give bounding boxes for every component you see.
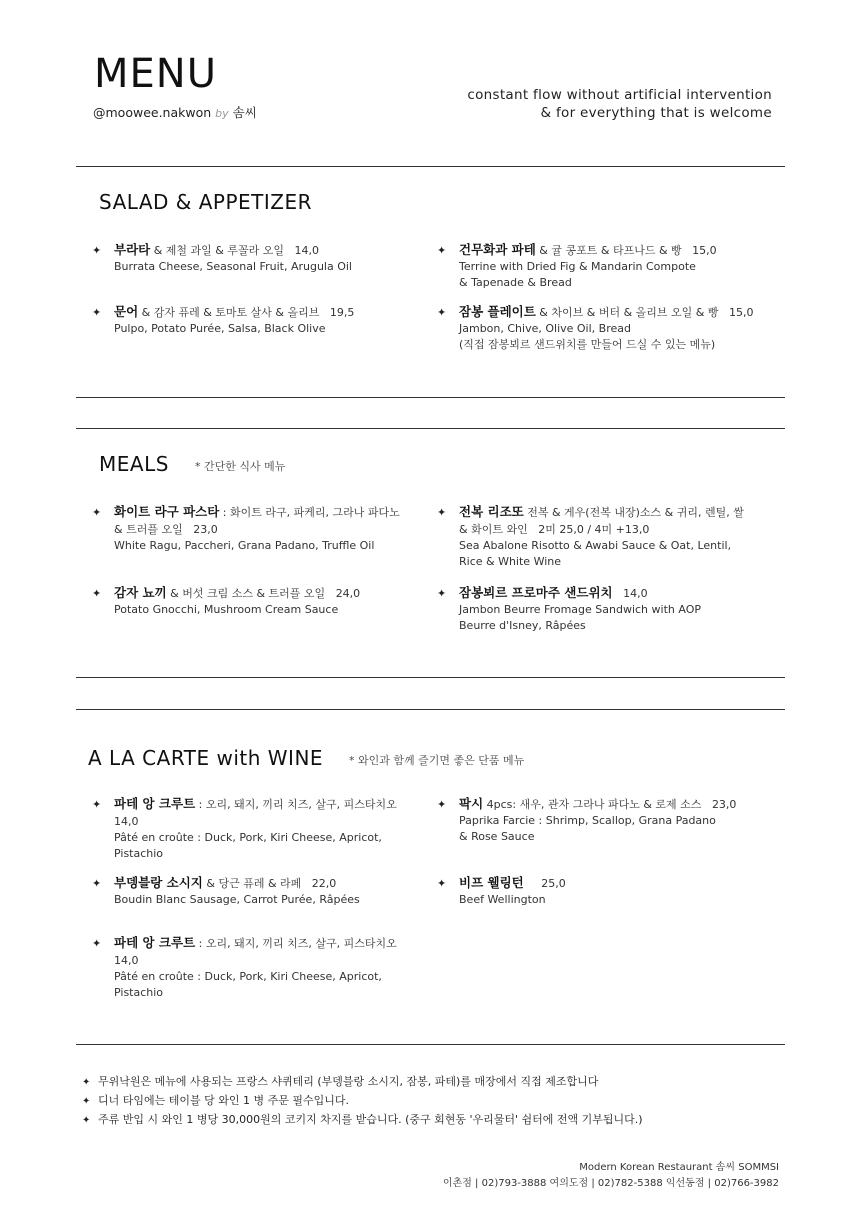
item-name: 부라타 (114, 242, 151, 257)
star-bullet-icon: ✦ (92, 306, 102, 319)
footnote-text: 주류 반입 시 와인 1 병당 30,000원의 코키지 차지를 받습니다. (중구 회현동 '우리물터' 쉼터에 전액 기부됩니다.) (98, 1113, 643, 1126)
instagram-handle (93, 103, 257, 121)
item-english: Paprika Farcie : Shrimp, Scallop, Grana Padano (459, 814, 716, 827)
item-price: 15,0 (692, 244, 717, 257)
item-english: Pulpo, Potato Purée, Salsa, Black Olive (114, 322, 326, 335)
footnote (82, 1092, 349, 1108)
footnote-text: 무위낙원은 메뉴에 사용되는 프랑스 샤퀴테리 (부뎅블랑 소시지, 잠봉, 파테)를 매장에서 직접 제조합니다 (98, 1075, 599, 1088)
section-title-meals: MEALS (99, 452, 169, 476)
item-english: Pistachio (114, 847, 164, 860)
star-bullet-icon: ✦ (92, 877, 102, 890)
item-english: & Rose Sauce (459, 830, 535, 843)
divider (76, 397, 785, 398)
item-detail: : 화이트 라구, 파케리, 그라나 파다노 (219, 506, 400, 519)
star-bullet-icon: ✦ (437, 306, 447, 319)
item-english: Jambon Beurre Fromage Sandwich with AOP (459, 603, 701, 616)
footnote (82, 1111, 643, 1127)
item-name: 파테 앙 크루트 (114, 796, 196, 811)
item-english: Burrata Cheese, Seasonal Fruit, Arugula Oil (114, 260, 352, 273)
menu-item-fig-terrine (437, 241, 787, 291)
star-bullet-icon: ✦ (437, 506, 447, 519)
item-price: 19,5 (329, 306, 355, 319)
divider (76, 677, 785, 678)
item-english: Potato Gnocchi, Mushroom Cream Sauce (114, 603, 339, 616)
item-english: Rice & White Wine (459, 555, 561, 568)
item-detail: & 트러플 오일 (114, 523, 183, 536)
item-detail: & 귤 콩포트 & 타프나드 & 빵 (535, 244, 682, 257)
menu-item-burrata (92, 241, 412, 275)
divider (76, 1044, 785, 1045)
star-bullet-icon: ✦ (92, 798, 102, 811)
item-english: Beef Wellington (459, 893, 546, 906)
item-price: 23,0 (193, 523, 218, 536)
star-bullet-icon: ✦ (437, 587, 447, 600)
menu-item-beef-wellington (437, 874, 787, 908)
section-note-alacarte: * 와인과 함께 즐기면 좋은 단품 메뉴 (349, 754, 525, 767)
item-english: Terrine with Dried Fig & Mandarin Compote (459, 260, 696, 273)
section-note-meals: * 간단한 식사 메뉴 (195, 460, 286, 473)
item-english: Pistachio (114, 986, 164, 999)
item-name: 잠봉 플레이트 (459, 304, 536, 319)
footnote-text: 디너 타임에는 테이블 당 와인 1 병 주문 필수입니다. (98, 1094, 349, 1107)
item-english: Beurre d'Isney, Râpées (459, 619, 586, 632)
item-price: 14,0 (114, 954, 139, 967)
star-bullet-icon: ✦ (92, 587, 102, 600)
star-bullet-icon: ✦ (92, 937, 102, 950)
item-detail: & 차이브 & 버터 & 올리브 오일 & 빵 (535, 306, 719, 319)
item-name: 팍시 (459, 796, 484, 811)
menu-item-boudin-blanc (92, 874, 432, 908)
tagline (467, 86, 772, 122)
divider (76, 166, 785, 167)
menu-item-abalone-risotto (437, 503, 787, 570)
section-title-alacarte: A LA CARTE with WINE (88, 746, 324, 770)
star-bullet-icon: ✦ (82, 1077, 91, 1088)
item-name: 감자 뇨끼 (114, 585, 167, 600)
handle-suffix: 솜씨 (232, 105, 257, 120)
item-price: 15,0 (728, 306, 754, 319)
divider (76, 709, 785, 710)
item-name: 비프 웰링턴 (459, 875, 524, 890)
item-english: (직접 잠봉뵈르 샌드위치를 만들어 드실 수 있는 메뉴) (459, 338, 716, 351)
item-detail: & 당근 퓨레 & 라페 (202, 877, 302, 890)
item-name: 전복 리조또 (459, 504, 524, 519)
item-english: White Ragu, Paccheri, Grana Padano, Truffle Oil (114, 539, 375, 552)
item-name: 파테 앙 크루트 (114, 935, 196, 950)
star-bullet-icon: ✦ (82, 1096, 91, 1107)
item-name: 부뎅블랑 소시지 (114, 875, 203, 890)
item-english: Pâté en croûte : Duck, Pork, Kiri Cheese, Apricot, (114, 831, 382, 844)
divider (76, 428, 785, 429)
star-bullet-icon: ✦ (437, 798, 447, 811)
star-bullet-icon: ✦ (437, 877, 447, 890)
item-detail: 전복 & 게우(전복 내장)소스 & 귀리, 렌틸, 쌀 (523, 506, 744, 519)
item-price: 2미 25,0 / 4미 +13,0 (538, 523, 650, 536)
tagline-line-1: constant flow without artificial intervention (467, 87, 772, 103)
handle-by: by (215, 107, 229, 120)
restaurant-contact (443, 1160, 779, 1192)
menu-item-white-ragu (92, 503, 412, 554)
tagline-line-2: & for everything that is welcome (540, 105, 772, 121)
menu-item-pate-en-croute-2 (92, 934, 412, 1001)
item-detail: : 오리, 돼지, 끼리 치즈, 살구, 피스타치오 (195, 798, 397, 811)
item-detail: & 화이트 와인 (459, 523, 528, 536)
star-bullet-icon: ✦ (92, 506, 102, 519)
handle-text: @moowee.nakwon (93, 105, 212, 120)
item-price: 14,0 (114, 815, 139, 828)
menu-item-jambon-sandwich (437, 584, 787, 634)
menu-item-jambon-plate (437, 303, 787, 353)
item-english: Sea Abalone Risotto & Awabi Sauce & Oat, Lentil, (459, 539, 732, 552)
footnote (82, 1073, 598, 1089)
item-price: 22,0 (311, 877, 337, 890)
item-name: 건무화과 파테 (459, 242, 536, 257)
star-bullet-icon: ✦ (92, 244, 102, 257)
menu-item-gnocchi (92, 584, 412, 618)
item-detail: & 버섯 크림 소스 & 트러플 오일 (166, 587, 326, 600)
menu-item-pulpo (92, 303, 412, 337)
item-detail: : 오리, 돼지, 끼리 치즈, 살구, 피스타치오 (195, 937, 397, 950)
item-english: Pâté en croûte : Duck, Pork, Kiri Cheese, Apricot, (114, 970, 382, 983)
section-title-salad: SALAD & APPETIZER (99, 190, 313, 214)
menu-item-pate-en-croute (92, 795, 412, 862)
item-price: 24,0 (335, 587, 361, 600)
item-name: 문어 (114, 304, 139, 319)
star-bullet-icon: ✦ (437, 244, 447, 257)
item-price: 23,0 (711, 798, 737, 811)
item-price: 25,0 (541, 877, 566, 890)
item-price: 14,0 (294, 244, 320, 257)
item-detail: & 감자 퓨레 & 토마토 살사 & 올리브 (138, 306, 320, 319)
item-english: Boudin Blanc Sausage, Carrot Purée, Râpées (114, 893, 360, 906)
item-detail: 4pcs: 새우, 관자 그라나 파다노 & 로제 소스 (483, 798, 702, 811)
item-english: & Tapenade & Bread (459, 276, 572, 289)
star-bullet-icon: ✦ (82, 1115, 91, 1126)
item-detail: & 제철 과일 & 루꼴라 오일 (150, 244, 285, 257)
item-name: 잠봉뵈르 프로마주 샌드위치 (459, 585, 613, 600)
menu-item-paprika-farcie (437, 795, 787, 845)
item-name: 화이트 라구 파스타 (114, 504, 220, 519)
restaurant-name: Modern Korean Restaurant 솜씨 SOMMSI (579, 1162, 779, 1173)
page-title: MENU (94, 51, 217, 97)
branch-phones: 이촌점 | 02)793-3888 여의도점 | 02)782-5388 익선동점 | 02)766-3982 (442, 1178, 779, 1189)
item-price: 14,0 (623, 587, 648, 600)
item-english: Jambon, Chive, Olive Oil, Bread (459, 322, 631, 335)
